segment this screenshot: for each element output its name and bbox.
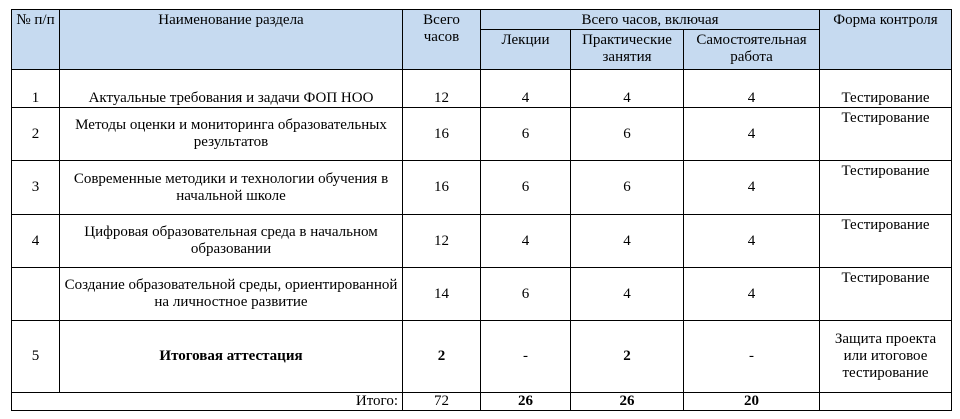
row-name: Создание образовательной среды, ориентированной на личностное развитие: [60, 268, 403, 321]
header-group: Всего часов, включая: [481, 10, 820, 30]
header-form: Форма контроля: [820, 10, 952, 70]
row-form: Тестирование: [820, 108, 952, 161]
row-selfwork: 4: [684, 70, 820, 108]
row-total: 2: [403, 321, 481, 393]
final-row: [12, 321, 952, 393]
totals-row: [12, 393, 952, 411]
row-selfwork: -: [684, 321, 820, 393]
row-form: Тестирование: [820, 268, 952, 321]
row-form: Тестирование: [820, 161, 952, 215]
table-row: [12, 108, 952, 161]
row-num: 2: [12, 108, 60, 161]
row-selfwork: 4: [684, 161, 820, 215]
table-row: [12, 161, 952, 215]
header-selfwork: Самостоятельная работа: [684, 30, 820, 70]
row-practice: 4: [571, 268, 684, 321]
totals-form: [820, 393, 952, 411]
row-num: 4: [12, 215, 60, 268]
header-practice: Практические занятия: [571, 30, 684, 70]
header-lectures: Лекции: [481, 30, 571, 70]
row-practice: 2: [571, 321, 684, 393]
row-num: [12, 268, 60, 321]
row-total: 12: [403, 215, 481, 268]
row-selfwork: 4: [684, 215, 820, 268]
totals-total: 72: [403, 393, 481, 411]
totals-label: Итого:: [12, 393, 403, 411]
row-form: Защита проекта или итоговое тестирование: [820, 321, 952, 393]
totals-selfwork: 20: [684, 393, 820, 411]
row-form: Тестирование: [820, 70, 952, 108]
row-lectures: 4: [481, 215, 571, 268]
row-total: 14: [403, 268, 481, 321]
row-num: 5: [12, 321, 60, 393]
row-total: 12: [403, 70, 481, 108]
row-lectures: 4: [481, 70, 571, 108]
row-selfwork: 4: [684, 268, 820, 321]
row-practice: 4: [571, 215, 684, 268]
table-row: [12, 70, 952, 108]
row-num: 3: [12, 161, 60, 215]
row-total: 16: [403, 108, 481, 161]
row-lectures: 6: [481, 161, 571, 215]
table-row: [12, 268, 952, 321]
header-num: № п/п: [12, 10, 60, 70]
row-name: Современные методики и технологии обучения в начальной школе: [60, 161, 403, 215]
row-selfwork: 4: [684, 108, 820, 161]
row-total: 16: [403, 161, 481, 215]
table-row: [12, 215, 952, 268]
header-name: Наименование раздела: [60, 10, 403, 70]
row-lectures: -: [481, 321, 571, 393]
totals-practice: 26: [571, 393, 684, 411]
row-lectures: 6: [481, 108, 571, 161]
row-num: 1: [12, 70, 60, 108]
row-lectures: 6: [481, 268, 571, 321]
curriculum-table: [11, 9, 952, 411]
header-row-1: [12, 10, 952, 30]
row-name: Методы оценки и мониторинга образовательных результатов: [60, 108, 403, 161]
header-total: Всего часов: [403, 10, 481, 70]
row-practice: 6: [571, 108, 684, 161]
row-practice: 4: [571, 70, 684, 108]
row-practice: 6: [571, 161, 684, 215]
totals-lectures: 26: [481, 393, 571, 411]
row-name: Итоговая аттестация: [60, 321, 403, 393]
row-name: Цифровая образовательная среда в начальном образовании: [60, 215, 403, 268]
row-name: Актуальные требования и задачи ФОП НОО: [60, 70, 403, 108]
row-form: Тестирование: [820, 215, 952, 268]
